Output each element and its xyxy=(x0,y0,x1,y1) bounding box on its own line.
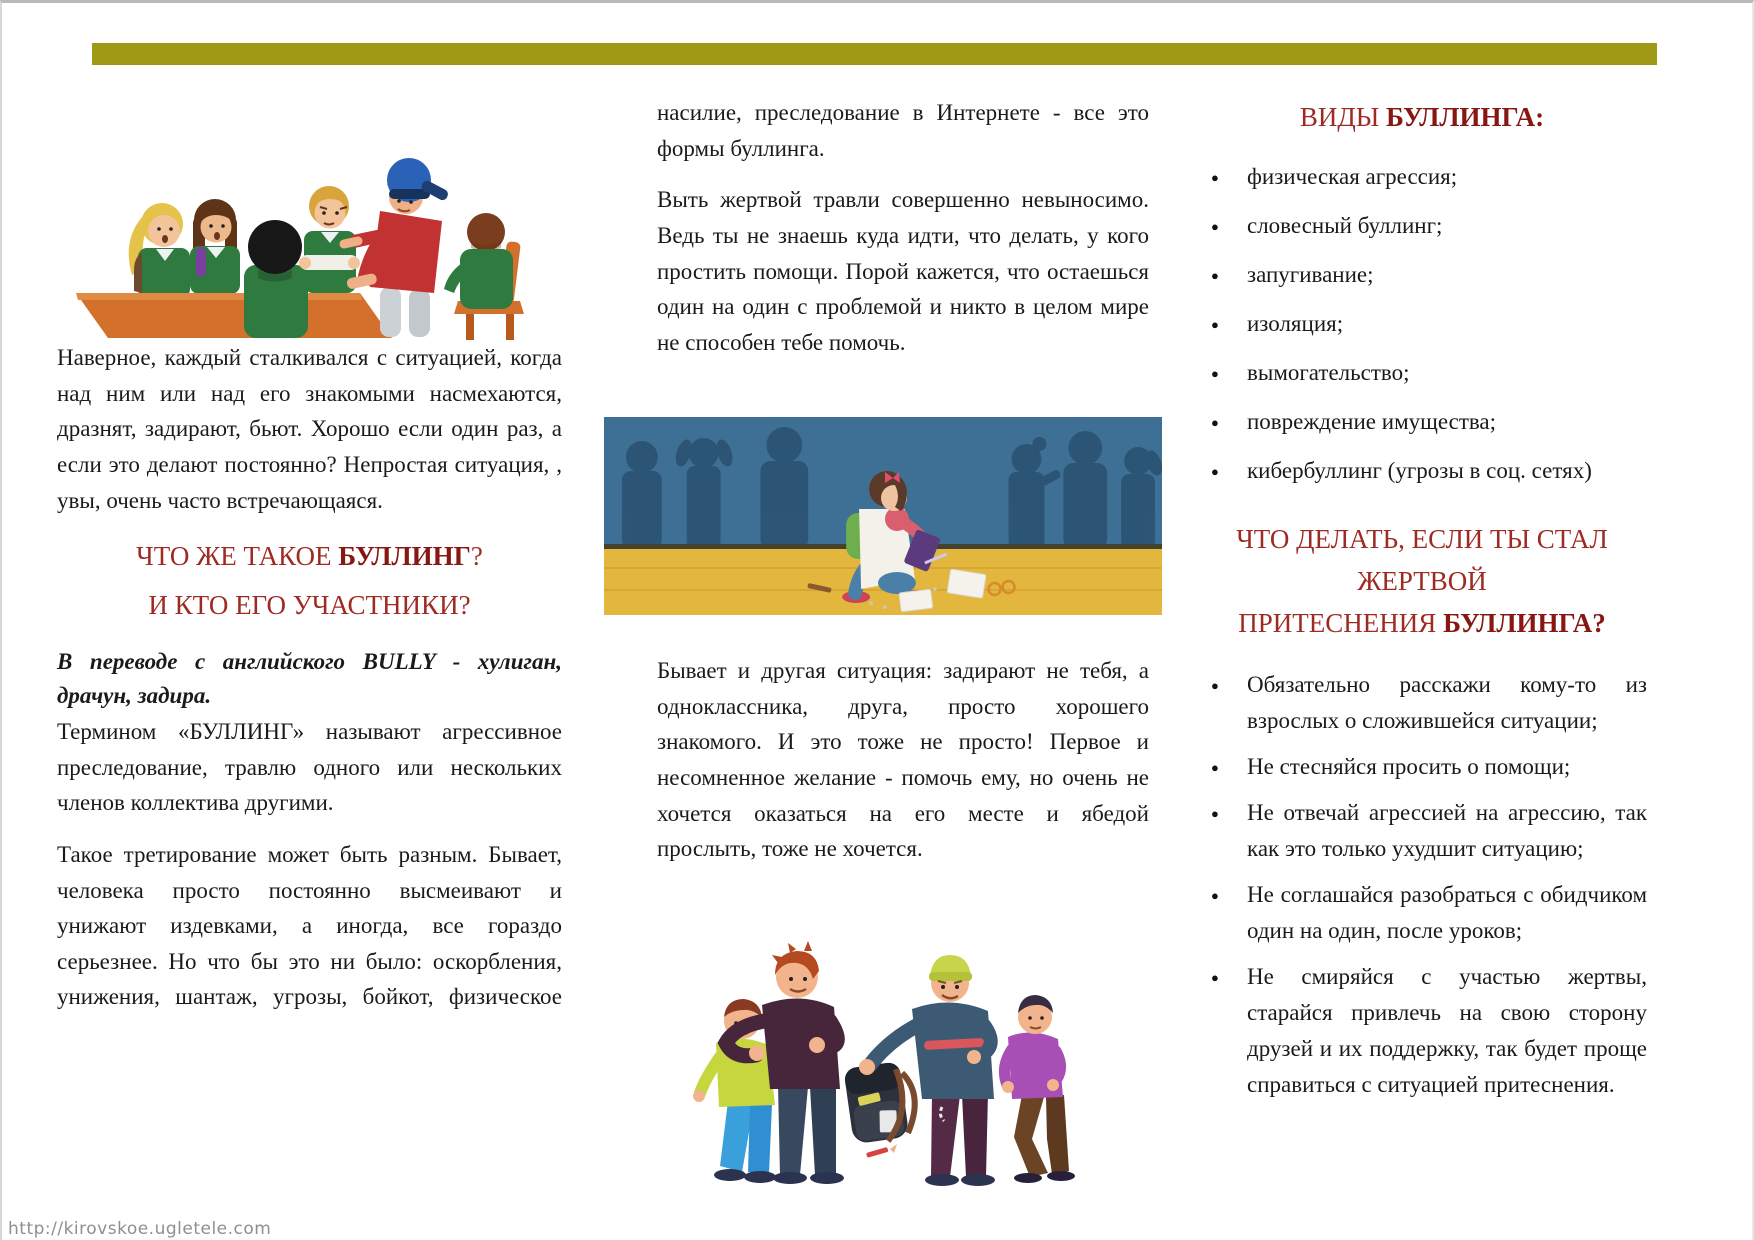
what-is-bullying-heading: ЧТО ЖЕ ТАКОЕ БУЛЛИНГ? xyxy=(136,541,483,572)
left-column xyxy=(57,91,562,1015)
middle-column-top xyxy=(657,95,1149,376)
list-item: ● Не отвечай агрессией на агрессию, так как это только ухудшит ситуацию; xyxy=(1247,795,1647,867)
forms-of-bullying-paragraph: насилие, преследование в Интернете - все это формы буллинга. xyxy=(657,100,1149,161)
source-url: http://kirovskoe.ugletele.com xyxy=(8,1219,272,1239)
list-item: ● повреждение имущества; xyxy=(1247,404,1647,440)
bully-translation-note: В переводе с английского BULLY - хулиган, драчун, задира. xyxy=(57,648,562,709)
mistreatment-paragraph: Такое третирование может быть разным. Бывает, человека просто постоянно высмеивают и унижают издевками, а иногда, все гораздо серьезнее. Но что бы это ни было: оскорбления, унижения, шантаж, угрозы, бойкот, физическое xyxy=(57,841,562,1010)
list-item: ● Обязательно расскажи кому-то из взрослых о сложившейся ситуации; xyxy=(1247,667,1647,739)
backpack-theft-illustration xyxy=(650,925,1086,1189)
another-situation-paragraph: Бывает и другая ситуация: задирают не тебя, а одноклассника, друга, просто хорошего знакомого. И это тоже не просто! Первое и несомненное желание - помочь ему, но очень не хочется оказаться на его месте и ябедой прослыть, тоже не хочется. xyxy=(657,658,1149,862)
list-item: ● Не стесняйся просить о помощи; xyxy=(1247,749,1647,785)
middle-column-bottom xyxy=(657,653,1149,867)
boy-victim-sad xyxy=(1002,995,1075,1183)
intro-paragraph: Наверное, каждый сталкивался с ситуацией, когда над ним или над его знакомыми насмехаются, дразнят, задирают, бьют. Хорошо если один раз, а если это делают постоянно? Непростая ситуация, , увы, очень часто встречающаяся. xyxy=(57,345,562,513)
backpack-theft-svg xyxy=(650,925,1086,1189)
list-item: ● запугивание; xyxy=(1247,257,1647,293)
accent-bar xyxy=(92,43,1657,65)
hallway-victim-illustration xyxy=(604,417,1162,615)
list-item: ● изоляция; xyxy=(1247,306,1647,342)
victim-paragraph: Выть жертвой травли совершенно невыносимо. Ведь ты не знаешь куда идти, что делать, у кого простить помощи. Порой кажется, что остаешься один на один с проблемой и никто в целом мире не способен тебе помочь. xyxy=(657,187,1149,355)
list-item: ● словесный буллинг; xyxy=(1247,208,1647,244)
term-definition-paragraph: Термином «БУЛЛИНГ» называют агрессивное преследование, травлю одного или нескольких членов коллектива другими. xyxy=(57,718,562,816)
what-to-do-list xyxy=(1197,667,1647,1103)
hallway-victim-svg xyxy=(604,417,1162,615)
list-item: ● кибербуллинг (угрозы в соц. сетях) xyxy=(1247,453,1647,489)
who-participates-heading: И КТО ЕГО УЧАСТНИКИ? xyxy=(148,589,471,620)
list-item: ● Не соглашайся разобраться с обидчиком один на один, после уроков; xyxy=(1247,877,1647,949)
right-column xyxy=(1197,101,1647,1113)
bullying-types-heading: ВИДЫ БУЛЛИНГА: xyxy=(1299,102,1545,132)
what-to-do-heading: ЧТО ДЕЛАТЬ, ЕСЛИ ТЫ СТАЛ ЖЕРТВОЙ ПРИТЕСНЕНИЯ БУЛЛИНГА? xyxy=(1236,524,1608,639)
list-item: ● Не смиряйся с участью жертвы, старайся привлечь на свою сторону друзей и их поддержку, так будет проще справиться с ситуацией притеснения. xyxy=(1247,959,1647,1103)
list-item: ● вымогательство; xyxy=(1247,355,1647,391)
backpack xyxy=(843,1061,914,1158)
bullying-types-list xyxy=(1197,159,1647,489)
list-item: ● физическая агрессия; xyxy=(1247,159,1647,195)
